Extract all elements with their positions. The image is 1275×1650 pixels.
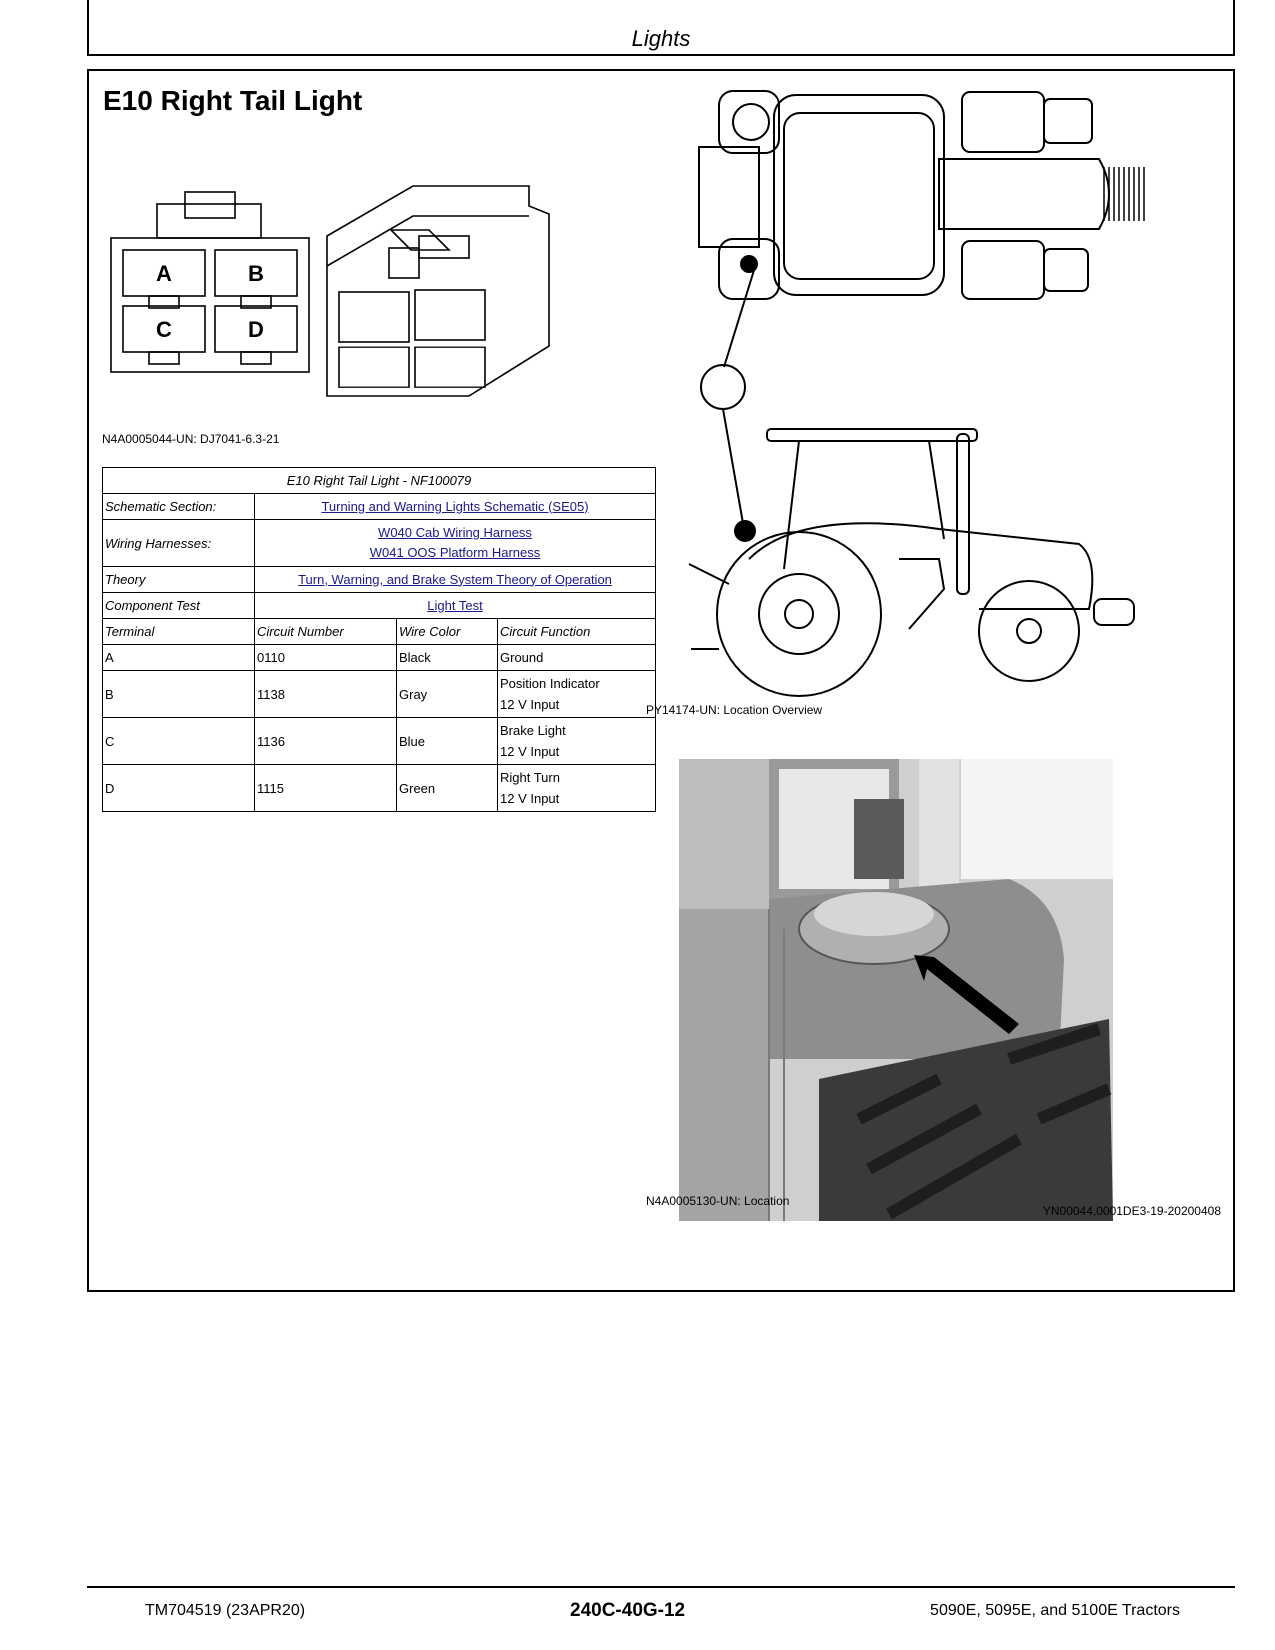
harness-link-w040[interactable]: W040 Cab Wiring Harness [378, 525, 532, 540]
column-header-wire-color: Wire Color [397, 619, 498, 645]
connector-pin-table [102, 467, 656, 812]
terminal-cell: D [103, 765, 255, 812]
terminal-cell: C [103, 718, 255, 765]
wiring-harnesses-label: Wiring Harnesses: [103, 520, 255, 567]
circuit-function-cell: Brake Light 12 V Input [498, 718, 656, 765]
footer-page-number: 240C-40G-12 [570, 1600, 686, 1621]
tractor-location-overview-figure [679, 89, 1179, 709]
circuit-function-cell: Position Indicator 12 V Input [498, 671, 656, 718]
location-caption: N4A0005130-UN: Location [646, 1194, 790, 1208]
table-row [103, 645, 656, 671]
circuit-number-cell: 0110 [255, 645, 397, 671]
overview-caption: PY14174-UN: Location Overview [646, 703, 823, 717]
component-test-link[interactable]: Light Test [427, 597, 483, 613]
schematic-section-label: Schematic Section: [103, 494, 255, 520]
wire-color-cell: Green [397, 765, 498, 812]
pin-label-d: D [248, 317, 264, 342]
footer-doc-id: TM704519 (23APR20) [145, 1602, 306, 1619]
circuit-number-cell: 1115 [255, 765, 397, 812]
circuit-function-cell: Ground [498, 645, 656, 671]
table-row [103, 718, 656, 765]
tail-light-location-figure [679, 759, 1113, 1221]
schematic-section-link[interactable]: Turning and Warning Lights Schematic (SE05) [321, 498, 589, 514]
circuit-number-cell: 1138 [255, 671, 397, 718]
component-test-label: Component Test [103, 593, 255, 619]
connector-caption: N4A0005044-UN: DJ7041-6.3-21 [102, 432, 280, 446]
reference-id: YN00044,0001DE3-19-20200408 [1042, 1204, 1221, 1218]
harness-link-w041[interactable]: W041 OOS Platform Harness [369, 545, 541, 560]
footer-models: 5090E, 5095E, and 5100E Tractors [930, 1602, 1180, 1619]
wire-color-cell: Gray [397, 671, 498, 718]
theory-label: Theory [103, 567, 255, 593]
terminal-cell: A [103, 645, 255, 671]
column-header-circuit-number: Circuit Number [255, 619, 397, 645]
table-row [103, 671, 656, 718]
page-header-title: Lights [631, 26, 691, 51]
content-box [87, 69, 1235, 1292]
section-title: E10 Right Tail Light [103, 85, 363, 116]
pin-table-title: E10 Right Tail Light - NF100079 [103, 468, 656, 494]
pin-label-a: A [156, 261, 172, 286]
circuit-function-cell: Right Turn 12 V Input [498, 765, 656, 812]
column-header-terminal: Terminal [103, 619, 255, 645]
connector-figure [109, 176, 569, 406]
pin-label-c: C [156, 317, 172, 342]
column-header-circuit-function: Circuit Function [498, 619, 656, 645]
terminal-cell: B [103, 671, 255, 718]
theory-link[interactable]: Turn, Warning, and Brake System Theory of Operation [298, 571, 612, 587]
footer-rule [87, 1586, 1235, 1588]
circuit-number-cell: 1136 [255, 718, 397, 765]
wire-color-cell: Black [397, 645, 498, 671]
page-header [87, 0, 1235, 56]
table-row [103, 765, 656, 812]
wire-color-cell: Blue [397, 718, 498, 765]
pin-label-b: B [248, 261, 264, 286]
